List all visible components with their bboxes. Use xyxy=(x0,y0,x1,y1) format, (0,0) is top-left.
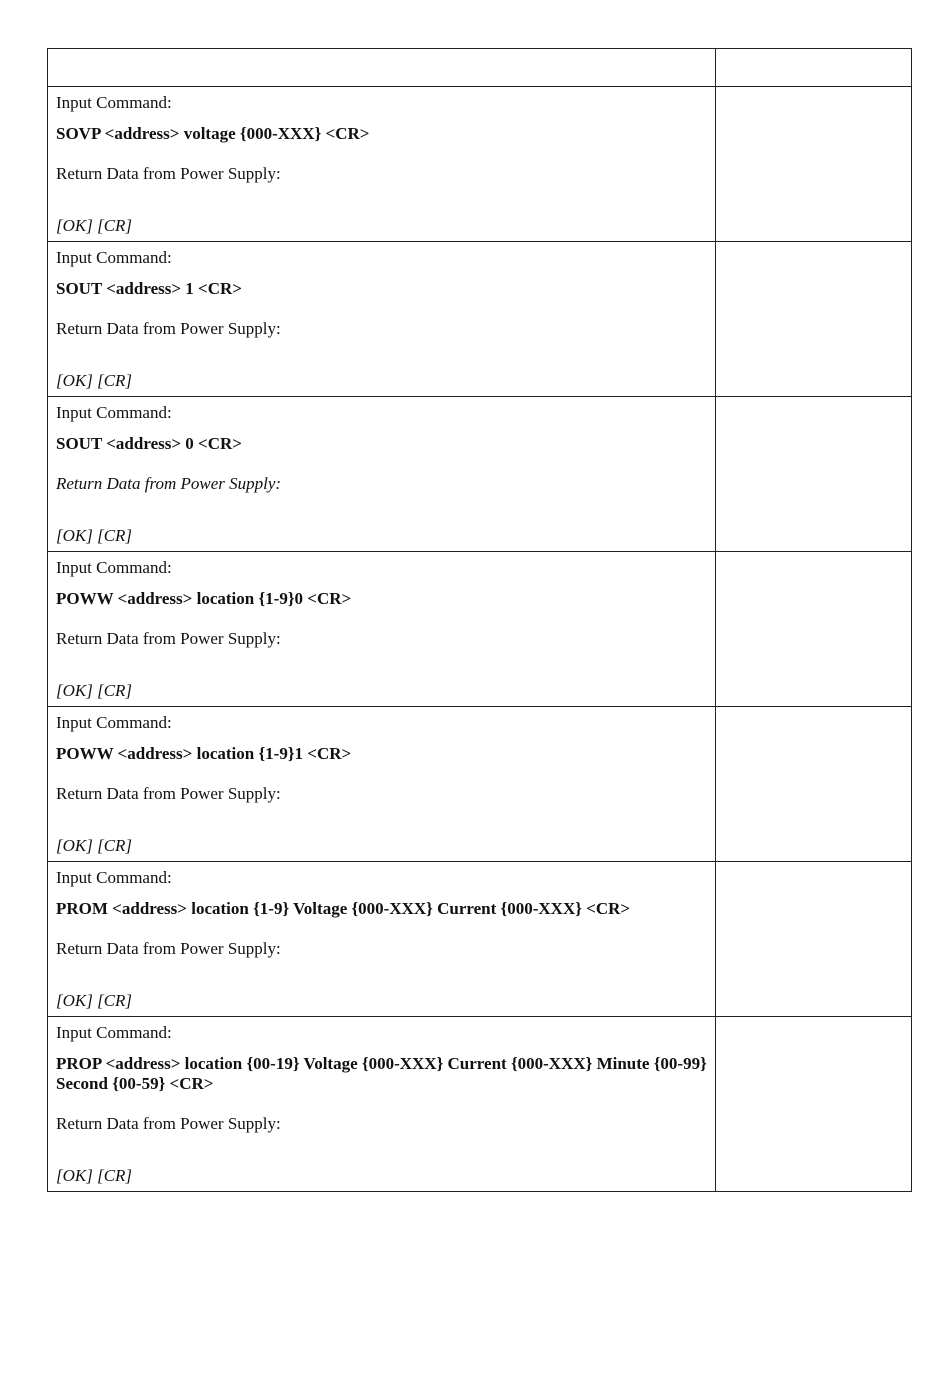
input-command-label: Input Command: xyxy=(56,248,172,267)
response-text: [OK] [CR] xyxy=(56,526,133,545)
command-text: POWW <address> location {1-9}1 <CR> xyxy=(56,744,352,763)
command-text: POWW <address> location {1-9}0 <CR> xyxy=(56,589,352,608)
table-row xyxy=(48,242,912,397)
return-data-label: Return Data from Power Supply: xyxy=(56,164,281,183)
response-text: [OK] [CR] xyxy=(56,836,133,855)
side-cell xyxy=(716,87,912,242)
input-command-label: Input Command: xyxy=(56,558,172,577)
command-cell xyxy=(48,87,716,242)
input-command-label: Input Command: xyxy=(56,868,172,887)
command-table xyxy=(47,48,912,1192)
table-row xyxy=(48,552,912,707)
response-text: [OK] [CR] xyxy=(56,991,133,1010)
return-data-label: Return Data from Power Supply: xyxy=(56,629,281,648)
command-cell xyxy=(48,397,716,552)
command-text: SOUT <address> 0 <CR> xyxy=(56,434,242,453)
return-data-label: Return Data from Power Supply: xyxy=(56,474,282,493)
input-command-label: Input Command: xyxy=(56,93,172,112)
command-text: SOVP <address> voltage {000-XXX} <CR> xyxy=(56,124,370,143)
return-data-label: Return Data from Power Supply: xyxy=(56,784,281,803)
header-cell-side xyxy=(716,49,912,87)
command-text: SOUT <address> 1 <CR> xyxy=(56,279,242,298)
header-cell-command xyxy=(48,49,716,87)
side-cell xyxy=(716,862,912,1017)
side-cell xyxy=(716,552,912,707)
side-cell xyxy=(716,1017,912,1192)
response-text: [OK] [CR] xyxy=(56,681,133,700)
table-row xyxy=(48,397,912,552)
return-data-label: Return Data from Power Supply: xyxy=(56,319,281,338)
command-cell xyxy=(48,862,716,1017)
input-command-label: Input Command: xyxy=(56,1023,172,1042)
table-row xyxy=(48,707,912,862)
table-row xyxy=(48,862,912,1017)
input-command-label: Input Command: xyxy=(56,403,172,422)
command-cell xyxy=(48,242,716,397)
side-cell xyxy=(716,242,912,397)
table-row xyxy=(48,87,912,242)
return-data-label: Return Data from Power Supply: xyxy=(56,1114,281,1133)
return-data-label: Return Data from Power Supply: xyxy=(56,939,281,958)
side-cell xyxy=(716,397,912,552)
response-text: [OK] [CR] xyxy=(56,216,133,235)
table-row xyxy=(48,1017,912,1192)
response-text: [OK] [CR] xyxy=(56,371,133,390)
command-text: PROP <address> location {00-19} Voltage {000-XXX} Current {000-XXX} Minute {00-99} Second {00-59} <CR> xyxy=(56,1054,707,1093)
response-text: [OK] [CR] xyxy=(56,1166,133,1185)
command-cell xyxy=(48,552,716,707)
command-cell xyxy=(48,707,716,862)
side-cell xyxy=(716,707,912,862)
command-text: PROM <address> location {1-9} Voltage {000-XXX} Current {000-XXX} <CR> xyxy=(56,899,631,918)
command-cell xyxy=(48,1017,716,1192)
input-command-label: Input Command: xyxy=(56,713,172,732)
table-header-row xyxy=(48,49,912,87)
